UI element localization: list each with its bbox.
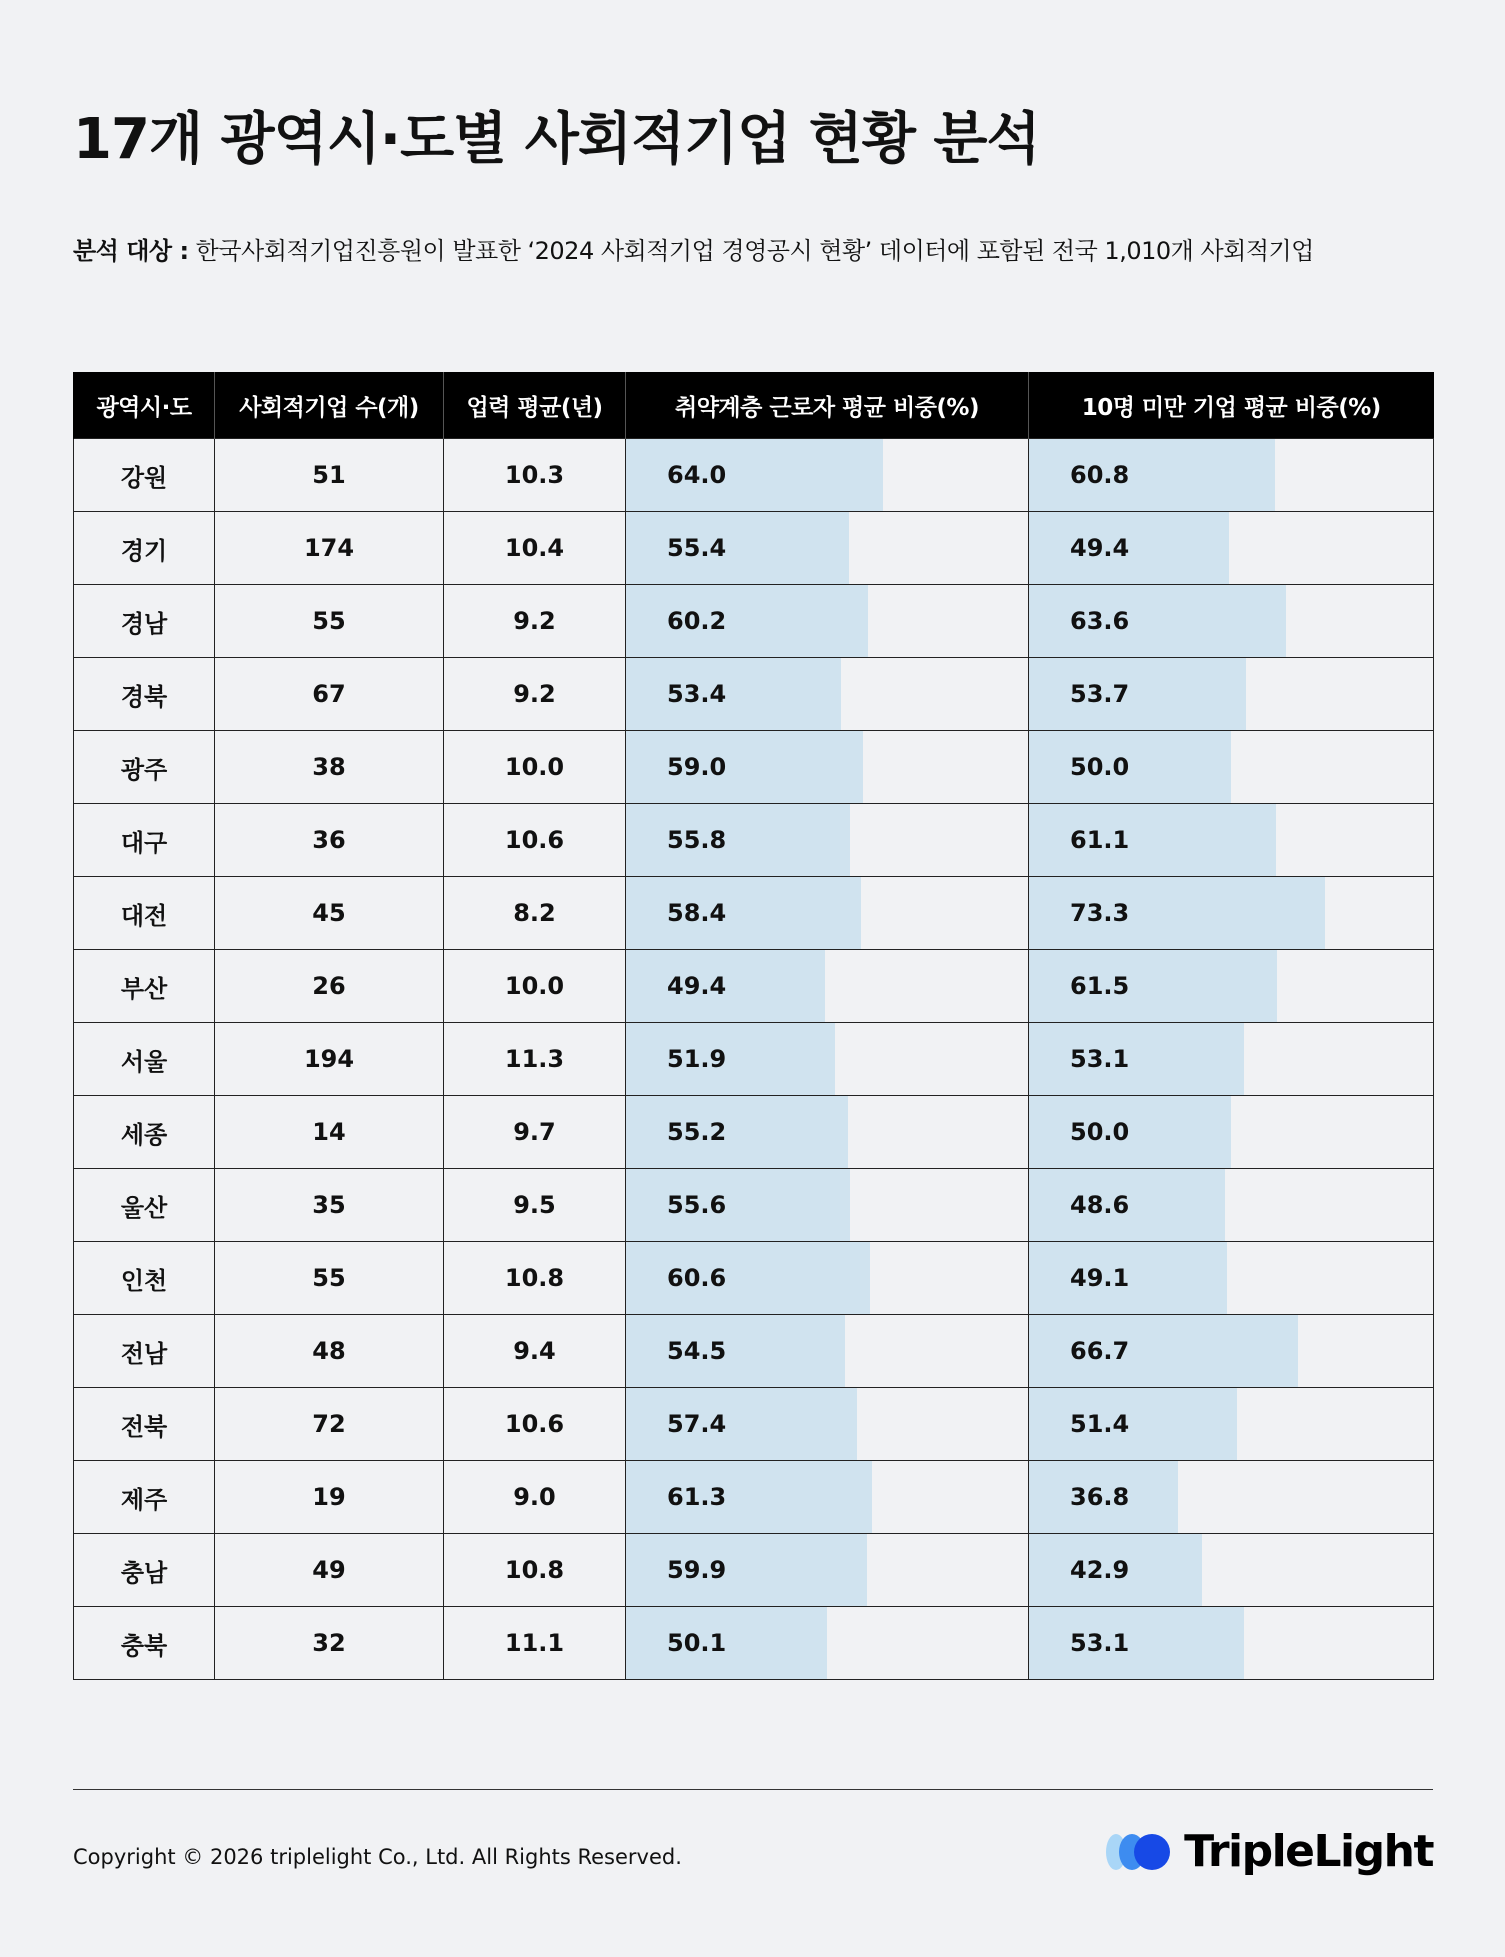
ratio-value: 50.1 [667, 1629, 727, 1657]
ratio-value: 53.1 [1070, 1629, 1130, 1657]
small-firm-ratio-cell [1029, 658, 1434, 731]
vulnerable-ratio-cell [626, 1023, 1029, 1096]
table-row [74, 1096, 1434, 1169]
avg-years-cell: 10.8 [444, 1242, 626, 1315]
table-row [74, 585, 1434, 658]
vulnerable-ratio-cell [626, 1096, 1029, 1169]
small-firm-ratio-cell [1029, 1096, 1434, 1169]
ratio-value: 53.7 [1070, 680, 1130, 708]
page-title: 17개 광역시·도별 사회적기업 현황 분석 [73, 106, 1040, 172]
region-cell: 경기 [74, 512, 215, 585]
avg-years-cell: 11.3 [444, 1023, 626, 1096]
company-count-cell: 14 [215, 1096, 444, 1169]
company-count-cell: 49 [215, 1534, 444, 1607]
company-count-cell: 194 [215, 1023, 444, 1096]
ratio-value: 55.2 [667, 1118, 727, 1146]
table-row [74, 804, 1434, 877]
ratio-value: 61.1 [1070, 826, 1130, 854]
avg-years-cell: 9.2 [444, 658, 626, 731]
avg-years-cell: 9.2 [444, 585, 626, 658]
table-row [74, 439, 1434, 512]
avg-years-cell: 10.6 [444, 804, 626, 877]
small-firm-ratio-cell [1029, 439, 1434, 512]
ratio-value: 55.6 [667, 1191, 727, 1219]
ratio-value: 50.0 [1070, 1118, 1130, 1146]
table-row [74, 877, 1434, 950]
table-header-row [74, 372, 1434, 439]
company-count-cell: 36 [215, 804, 444, 877]
region-cell: 대구 [74, 804, 215, 877]
vulnerable-ratio-cell [626, 731, 1029, 804]
small-firm-ratio-cell [1029, 804, 1434, 877]
ratio-value: 51.9 [667, 1045, 727, 1073]
company-count-cell: 174 [215, 512, 444, 585]
vulnerable-ratio-cell [626, 512, 1029, 585]
ratio-value: 49.4 [1070, 534, 1130, 562]
company-count-cell: 32 [215, 1607, 444, 1680]
vulnerable-ratio-cell [626, 1607, 1029, 1680]
ratio-value: 64.0 [667, 461, 727, 489]
region-cell: 전남 [74, 1315, 215, 1388]
avg-years-cell: 9.0 [444, 1461, 626, 1534]
analysis-scope [73, 236, 1314, 267]
ratio-value: 55.4 [667, 534, 727, 562]
region-cell: 전북 [74, 1388, 215, 1461]
vulnerable-ratio-cell [626, 804, 1029, 877]
header-company-count: 사회적기업 수(개) [215, 372, 444, 439]
small-firm-ratio-cell [1029, 1315, 1434, 1388]
avg-years-cell: 9.4 [444, 1315, 626, 1388]
ratio-value: 60.6 [667, 1264, 727, 1292]
company-count-cell: 72 [215, 1388, 444, 1461]
region-cell: 부산 [74, 950, 215, 1023]
region-cell: 충북 [74, 1607, 215, 1680]
ratio-value: 61.3 [667, 1483, 727, 1511]
avg-years-cell: 10.0 [444, 731, 626, 804]
company-count-cell: 35 [215, 1169, 444, 1242]
small-firm-ratio-cell [1029, 1023, 1434, 1096]
avg-years-cell: 11.1 [444, 1607, 626, 1680]
vulnerable-ratio-cell [626, 585, 1029, 658]
vulnerable-ratio-cell [626, 1461, 1029, 1534]
region-cell: 광주 [74, 731, 215, 804]
small-firm-ratio-cell [1029, 1534, 1434, 1607]
company-count-cell: 67 [215, 658, 444, 731]
small-firm-ratio-cell [1029, 1388, 1434, 1461]
region-cell: 울산 [74, 1169, 215, 1242]
vulnerable-ratio-cell [626, 950, 1029, 1023]
table-row [74, 1461, 1434, 1534]
company-count-cell: 45 [215, 877, 444, 950]
small-firm-ratio-cell [1029, 1607, 1434, 1680]
table-row [74, 950, 1434, 1023]
small-firm-ratio-cell [1029, 512, 1434, 585]
table-row [74, 1242, 1434, 1315]
avg-years-cell: 10.6 [444, 1388, 626, 1461]
ratio-value: 59.0 [667, 753, 727, 781]
table-row [74, 1534, 1434, 1607]
small-firm-ratio-cell [1029, 731, 1434, 804]
ratio-value: 61.5 [1070, 972, 1130, 1000]
table-row [74, 1315, 1434, 1388]
avg-years-cell: 10.8 [444, 1534, 626, 1607]
avg-years-cell: 9.7 [444, 1096, 626, 1169]
header-avg-years: 업력 평균(년) [444, 372, 626, 439]
company-count-cell: 51 [215, 439, 444, 512]
company-count-cell: 55 [215, 585, 444, 658]
vulnerable-ratio-cell [626, 1242, 1029, 1315]
copyright-text: Copyright © 2026 triplelight Co., Ltd. All Rights Reserved. [73, 1845, 682, 1869]
company-count-cell: 48 [215, 1315, 444, 1388]
region-cell: 제주 [74, 1461, 215, 1534]
ratio-value: 36.8 [1070, 1483, 1130, 1511]
header-region: 광역시·도 [74, 372, 215, 439]
avg-years-cell: 10.4 [444, 512, 626, 585]
table-row [74, 1388, 1434, 1461]
vulnerable-ratio-cell [626, 1534, 1029, 1607]
small-firm-ratio-cell [1029, 585, 1434, 658]
vulnerable-ratio-cell [626, 658, 1029, 731]
header-vulnerable-ratio: 취약계층 근로자 평균 비중(%) [626, 372, 1029, 439]
triplelight-logo-icon [1102, 1832, 1172, 1872]
vulnerable-ratio-cell [626, 877, 1029, 950]
ratio-value: 57.4 [667, 1410, 727, 1438]
triplelight-logo [1102, 1826, 1433, 1877]
small-firm-ratio-cell [1029, 877, 1434, 950]
avg-years-cell: 8.2 [444, 877, 626, 950]
ratio-value: 55.8 [667, 826, 727, 854]
ratio-value: 60.2 [667, 607, 727, 635]
small-firm-ratio-cell [1029, 950, 1434, 1023]
region-cell: 경북 [74, 658, 215, 731]
ratio-value: 66.7 [1070, 1337, 1130, 1365]
avg-years-cell: 10.0 [444, 950, 626, 1023]
ratio-value: 60.8 [1070, 461, 1130, 489]
table-row [74, 658, 1434, 731]
ratio-value: 48.6 [1070, 1191, 1130, 1219]
vulnerable-ratio-cell [626, 1388, 1029, 1461]
ratio-value: 53.4 [667, 680, 727, 708]
analysis-scope-label: 분석 대상 : [73, 237, 189, 265]
company-count-cell: 38 [215, 731, 444, 804]
small-firm-ratio-cell [1029, 1242, 1434, 1315]
vulnerable-ratio-cell [626, 439, 1029, 512]
small-firm-ratio-cell [1029, 1169, 1434, 1242]
ratio-value: 59.9 [667, 1556, 727, 1584]
table-row [74, 731, 1434, 804]
company-count-cell: 26 [215, 950, 444, 1023]
ratio-value: 49.4 [667, 972, 727, 1000]
table-row [74, 1607, 1434, 1680]
region-cell: 서울 [74, 1023, 215, 1096]
vulnerable-ratio-cell [626, 1315, 1029, 1388]
region-cell: 대전 [74, 877, 215, 950]
ratio-value: 54.5 [667, 1337, 727, 1365]
region-cell: 세종 [74, 1096, 215, 1169]
company-count-cell: 19 [215, 1461, 444, 1534]
footer-divider [73, 1789, 1433, 1790]
ratio-value: 50.0 [1070, 753, 1130, 781]
header-small-firm-ratio: 10명 미만 기업 평균 비중(%) [1029, 372, 1434, 439]
ratio-value: 49.1 [1070, 1264, 1130, 1292]
region-cell: 강원 [74, 439, 215, 512]
ratio-value: 58.4 [667, 899, 727, 927]
region-stats-table [73, 372, 1434, 1680]
ratio-value: 73.3 [1070, 899, 1130, 927]
ratio-value: 42.9 [1070, 1556, 1130, 1584]
avg-years-cell: 10.3 [444, 439, 626, 512]
company-count-cell: 55 [215, 1242, 444, 1315]
region-cell: 인천 [74, 1242, 215, 1315]
small-firm-ratio-cell [1029, 1461, 1434, 1534]
table-row [74, 1023, 1434, 1096]
analysis-scope-text: 한국사회적기업진흥원이 발표한 ‘2024 사회적기업 경영공시 현황’ 데이터에 포함된 전국 1,010개 사회적기업 [188, 237, 1314, 265]
ratio-value: 51.4 [1070, 1410, 1130, 1438]
table-body [74, 439, 1434, 1680]
triplelight-logo-wordmark: TripleLight [1184, 1826, 1433, 1877]
ratio-value: 53.1 [1070, 1045, 1130, 1073]
table-row [74, 512, 1434, 585]
avg-years-cell: 9.5 [444, 1169, 626, 1242]
table-row [74, 1169, 1434, 1242]
ratio-value: 63.6 [1070, 607, 1130, 635]
vulnerable-ratio-cell [626, 1169, 1029, 1242]
region-cell: 충남 [74, 1534, 215, 1607]
region-cell: 경남 [74, 585, 215, 658]
